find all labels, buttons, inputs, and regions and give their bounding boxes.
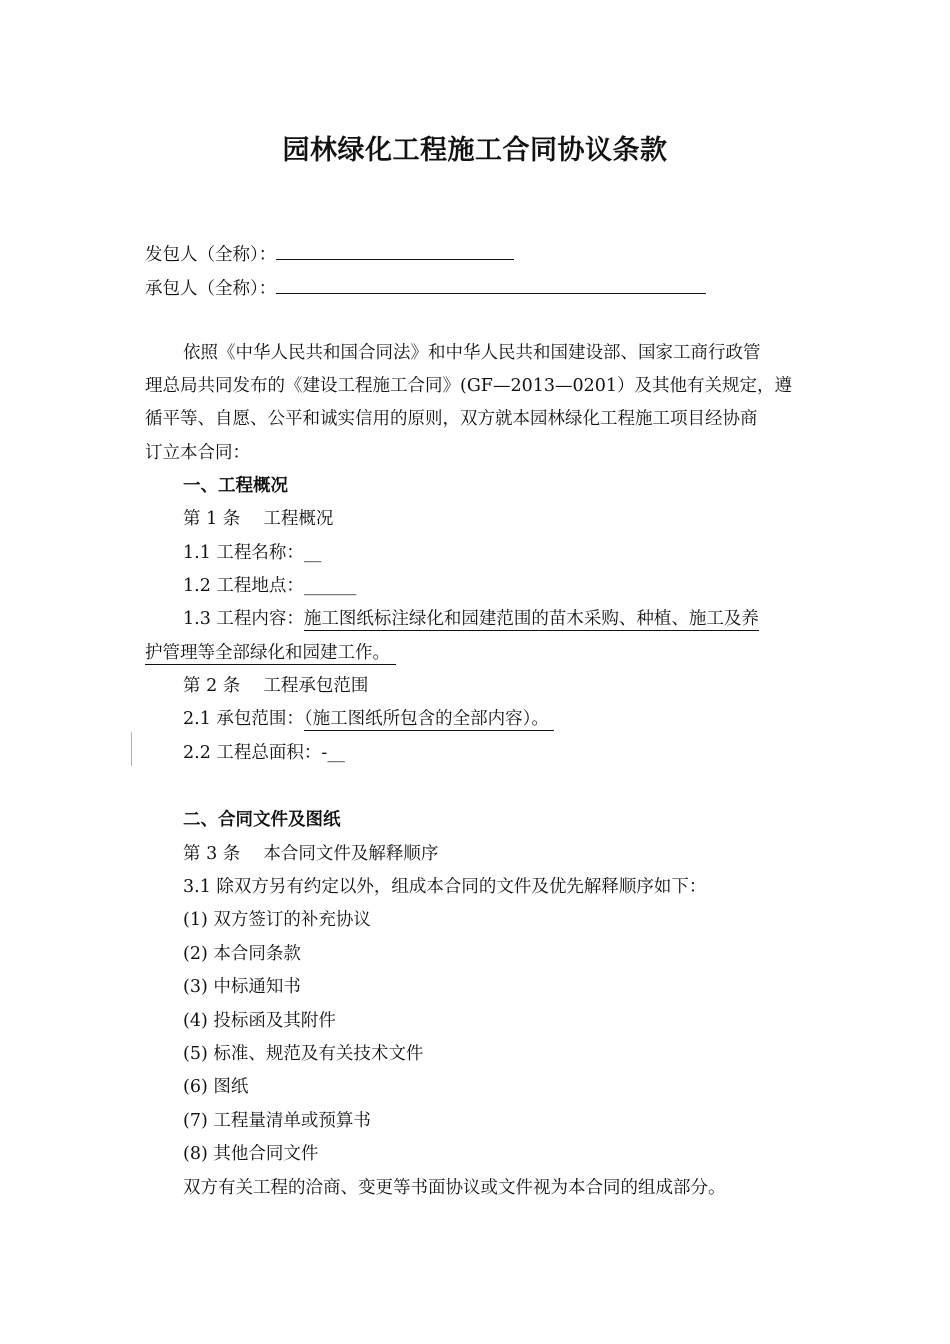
project-location-value[interactable]: ______: [303, 576, 357, 596]
list-item: (1) 双方签订的补充协议: [183, 910, 371, 930]
intro-line-2: 理总局共同发布的《建设工程施工合同》(GF—2013—0201）及其他有关规定，遵: [145, 376, 793, 396]
employer-label: 发包人（全称）：: [145, 245, 277, 265]
item-2-2-label: 2.2 工程总面积：: [183, 743, 322, 763]
employer-line: [145, 241, 514, 267]
article-3: 第 3 条 本合同文件及解释顺序: [183, 844, 439, 864]
item-1-2: [183, 574, 356, 598]
item-2-1-label: 2.1 承包范围：: [183, 709, 304, 729]
list-item: (4) 投标函及其附件: [183, 1011, 336, 1031]
contractor-line: [145, 275, 706, 301]
total-area-value[interactable]: -__: [321, 743, 345, 763]
list-item: (2) 本合同条款: [183, 944, 301, 964]
project-name-value[interactable]: __: [303, 543, 322, 563]
intro-line-3: 循平等、自愿、公平和诚实信用的原则，双方就本园林绿化工程施工项目经协商: [145, 409, 758, 429]
item-3-1: 3.1 除双方另有约定以外，组成本合同的文件及优先解释顺序如下：: [183, 877, 707, 897]
intro-line-1: 依照《中华人民共和国合同法》和中华人民共和国建设部、国家工商行政管: [183, 343, 761, 363]
article-2: 第 2 条 工程承包范围: [183, 676, 369, 696]
list-item: (8) 其他合同文件: [183, 1144, 319, 1164]
item-1-1: [183, 541, 321, 565]
closing-sentence: 双方有关工程的洽商、变更等书面协议或文件视为本合同的组成部分。: [183, 1178, 726, 1198]
scope-value: （施工图纸所包含的全部内容）。: [303, 709, 549, 729]
item-2-1: [183, 707, 554, 731]
section-2-heading: 二、合同文件及图纸: [183, 810, 341, 830]
list-item: (3) 中标通知书: [183, 977, 301, 997]
project-content-value-1: 施工图纸标注绿化和园建范围的苗木采购、种植、施工及养: [303, 609, 759, 629]
article-1: 第 1 条 工程概况: [183, 509, 334, 529]
text-cursor-mark: [131, 732, 132, 766]
document-title: 园林绿化工程施工合同协议条款: [282, 135, 668, 166]
item-1-2-label: 1.2 工程地点：: [183, 576, 304, 596]
item-1-3: [183, 607, 759, 631]
item-1-3-label: 1.3 工程内容：: [183, 609, 304, 629]
item-1-3-cont: [145, 641, 396, 665]
item-1-1-label: 1.1 工程名称：: [183, 543, 304, 563]
project-content-value-2: 护管理等全部绿化和园建工作。: [145, 643, 390, 663]
intro-line-4: 订立本合同：: [145, 443, 250, 463]
contractor-name-blank[interactable]: [276, 275, 706, 294]
list-item: (6) 图纸: [183, 1077, 249, 1097]
employer-name-blank[interactable]: [276, 241, 514, 260]
list-item: (5) 标准、规范及有关技术文件: [183, 1044, 424, 1064]
contractor-label: 承包人（全称）：: [145, 279, 277, 299]
list-item: (7) 工程量清单或预算书: [183, 1111, 371, 1131]
item-2-2: [183, 741, 345, 765]
section-1-heading: 一、工程概况: [183, 476, 288, 496]
